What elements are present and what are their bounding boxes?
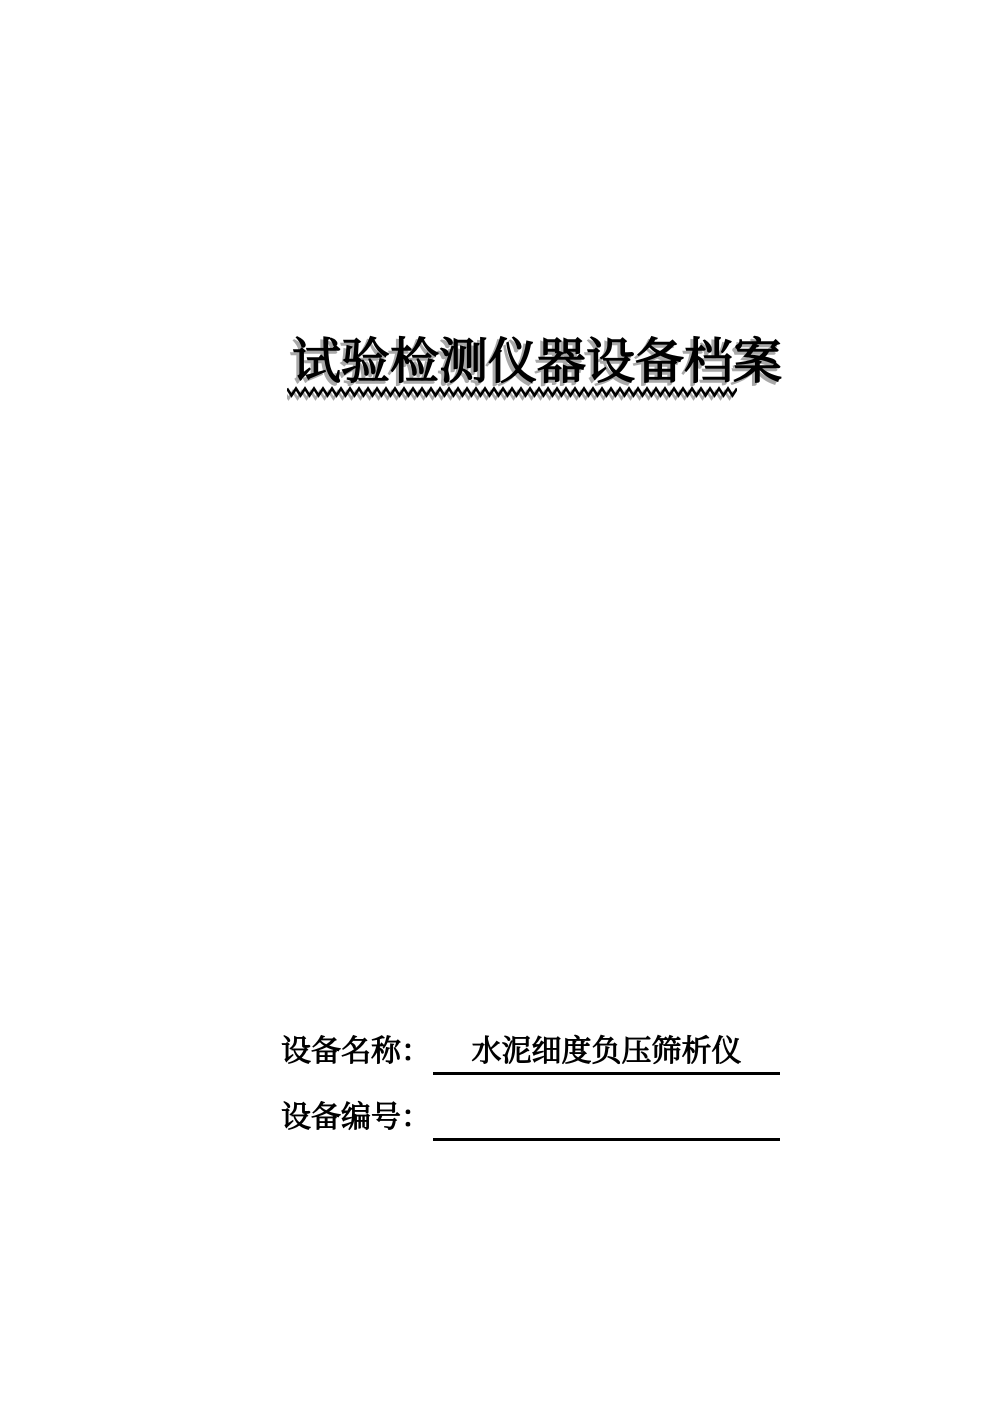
document-title [0,330,993,410]
field-equipment-number [0,1100,993,1142]
equipment-number-value-line[interactable] [433,1100,780,1141]
equipment-name-value-line[interactable] [433,1034,780,1075]
equipment-name-value: 水泥细度负压筛析仪 [471,1035,742,1068]
wavy-underline-decoration [287,385,737,403]
equipment-number-label: 设备编号： [281,1101,431,1134]
equipment-name-label: 设备名称： [281,1035,431,1068]
document-title-text: 试验检测仪器设备档案 [292,335,783,389]
field-equipment-name [0,1034,993,1076]
